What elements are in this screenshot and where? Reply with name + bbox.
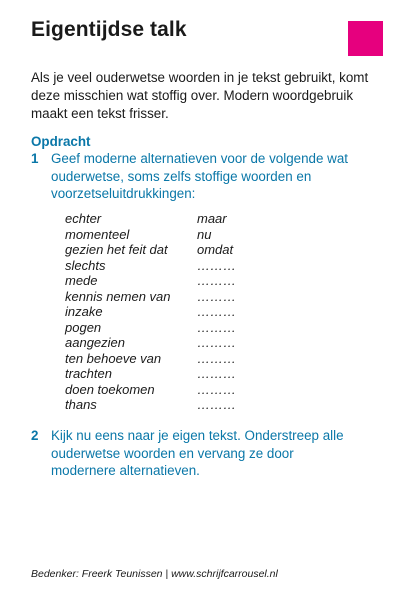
old-word: trachten [65,366,112,381]
old-word: slechts [65,257,106,273]
answer-blank: ……… [197,288,236,304]
word-row [65,366,265,382]
word-row [65,382,265,398]
answer-blank: ……… [197,273,236,288]
task-1 [31,150,361,203]
page-title: Eigentijdse talk [31,18,187,41]
word-row [65,304,265,320]
intro-paragraph: Als je veel ouderwetse woorden in je tekst gebruikt, komt deze misschien wat stoffig over. Modern woordgebruik maakt een tekst frisser. [31,70,369,121]
answer-blank: ……… [197,335,236,350]
word-row [65,320,265,336]
word-list [65,211,265,413]
new-word: omdat [197,242,234,257]
task-2 [31,427,361,480]
task-number: 2 [31,428,39,443]
answer-blank: ……… [197,366,236,381]
old-word: aangezien [65,335,125,350]
word-row [65,273,265,289]
answer-blank: ……… [197,381,236,397]
old-word: ten behoeve van [65,350,162,366]
answer-blank: ……… [197,257,236,273]
credit-line: Bedenker: Freerk Teunissen | www.schrijfcarrousel.nl [31,568,278,580]
new-word: maar [197,211,227,226]
old-word: gezien het feit dat [65,242,168,257]
accent-square [348,21,383,56]
answer-blank: ……… [197,319,236,335]
word-row [65,227,265,243]
assignment-heading: Opdracht [31,134,91,149]
word-row [65,242,265,258]
answer-blank: ……… [197,304,236,319]
old-word: pogen [65,319,102,335]
word-row [65,335,265,351]
task-text: Kijk nu eens naar je eigen tekst. Onderstreep alle ouderwetse woorden en vervang ze door modernere alternatieven. [51,428,344,478]
task-number: 1 [31,151,39,166]
word-row [65,397,265,413]
answer-blank: ……… [197,397,236,412]
old-word: mede [65,273,98,288]
word-row [65,258,265,274]
word-row [65,211,265,227]
word-row [65,289,265,305]
old-word: doen toekomen [65,381,155,397]
old-word: kennis nemen van [65,288,171,304]
answer-blank: ……… [197,350,236,366]
old-word: echter [65,211,102,226]
new-word: nu [197,226,212,242]
old-word: thans [65,397,97,412]
old-word: inzake [65,304,103,319]
word-row [65,351,265,367]
task-text: Geef moderne alternatieven voor de volgende wat ouderwetse, soms zelfs stoffige woorden en voorzetseluitdrukkingen: [51,151,349,201]
old-word: momenteel [65,226,130,242]
